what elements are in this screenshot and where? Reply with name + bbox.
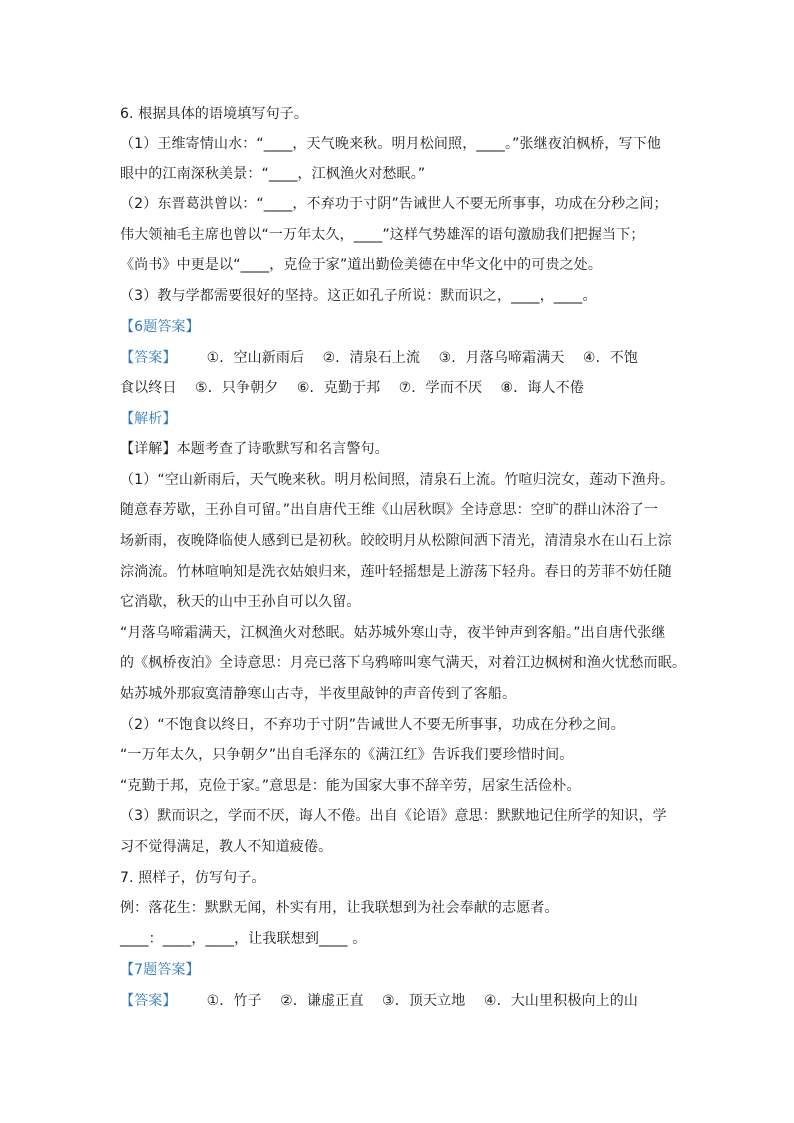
q6-line: 眼中的江南深秋美景：“____，江枫渔火对愁眠。” — [120, 166, 426, 182]
explanation-line: 的《枫桥夜泊》全诗意思：月亮已落下乌鸦啼叫寒气满天，对着江边枫树和渔火忧愁而眠。 — [120, 655, 686, 671]
answer-tag: 【答案】 — [120, 350, 177, 366]
q6-answer-header: 【6题答案】 — [120, 319, 200, 335]
explanation-line: （3）默而识之，学而不厌，诲人不倦。出自《论语》意思：默默地记住所学的知识，学 — [120, 808, 667, 824]
answers-text: 食以终日 ⑤．只争朝夕 ⑥．克勤于邦 ⑦．学而不厌 ⑧．诲人不倦 — [120, 380, 585, 396]
explanation-line: 习不觉得满足，教人不知道疲倦。 — [120, 839, 333, 855]
q6-title: 6. 根据具体的语境填写句子。 — [120, 106, 309, 122]
detail-row — [120, 439, 389, 459]
q7-answer-header: 【7题答案】 — [120, 962, 200, 978]
explanation-line: “月落乌啼霜满天，江枫渔火对愁眠。姑苏城外寒山寺，夜半钟声到客船。”出自唐代张继 — [120, 625, 666, 641]
detail-tag: 【详解】 — [120, 441, 177, 457]
q6-line: 伟大领袖毛主席也曾以“一万年太久，____”这样气势雄浑的语句激励我们把握当下； — [120, 227, 645, 243]
analysis-tag: 【解析】 — [120, 411, 177, 427]
detail-text: 本题考查了诗歌默写和名言警句。 — [176, 441, 389, 457]
explanation-line: 它消歇，秋天的山中王孙自可以久留。 — [120, 594, 361, 610]
explanation-line: “克勤于邦，克俭于家。”意思是：能为国家大事不辞辛劳，居家生活俭朴。 — [120, 778, 581, 794]
explanation-line: 场新雨，夜晚降临使人感到已是初秋。皎皎明月从松隙间洒下清光，清清泉水在山石上淙 — [120, 533, 672, 549]
q6-line: （1）王维寄情山水：“____，天气晚来秋。明月松间照，____。”张继夜泊枫桥，写下他 — [120, 136, 662, 152]
q7-answer-row — [120, 991, 638, 1011]
answer-tag: 【答案】 — [120, 993, 177, 1009]
explanation-line: 随意春芳歇，王孙自可留。”出自唐代王维《山居秋暝》全诗意思：空旷的群山沐浴了一 — [120, 502, 659, 518]
q7-blank-line: ____：____，____，让我联想到____ 。 — [120, 931, 367, 947]
q6-line: （3）教与学都需要很好的坚持。这正如孔子所说：默而识之，____，____。 — [120, 288, 597, 304]
answers-text: ①．空山新雨后 ②．清泉石上流 ③．月落乌啼霜满天 ④．不饱 — [206, 350, 639, 366]
answers-text: ①．竹子 ②．谦虚正直 ③．顶天立地 ④．大山里积极向上的山 — [206, 993, 639, 1009]
q7-title: 7. 照样子，仿写句子。 — [120, 870, 266, 886]
explanation-line: 淙淌流。竹林喧响知是洗衣姑娘归来，莲叶轻摇想是上游荡下轻舟。春日的芳菲不妨任随 — [120, 564, 672, 580]
explanation-line: “一万年太久，只争朝夕”出自毛泽东的《满江红》告诉我们要珍惜时间。 — [120, 747, 574, 763]
q6-line: 《尚书》中更是以“____，克俭于家”道出勤俭美德在中华文化中的可贵之处。 — [120, 257, 603, 273]
explanation-line: （1）“空山新雨后，天气晚来秋。明月松间照，清泉石上流。竹喧归浣女，莲动下渔舟。 — [120, 472, 675, 488]
explanation-line: 姑苏城外那寂寞清静寒山古寺，半夜里敲钟的声音传到了客船。 — [120, 686, 517, 702]
q6-line: （2）东晋葛洪曾以：“____，不弃功于寸阴”告诫世人不要无所事事，功成在分秒之间； — [120, 196, 668, 212]
explanation-line: （2）“不饱食以终日，不弃功于寸阴”告诫世人不要无所事事，功成在分秒之间。 — [120, 717, 625, 733]
q7-example: 例：落花生：默默无闻，朴实有用，让我联想到为社会奉献的志愿者。 — [120, 900, 559, 916]
q6-answer-row — [120, 348, 638, 368]
